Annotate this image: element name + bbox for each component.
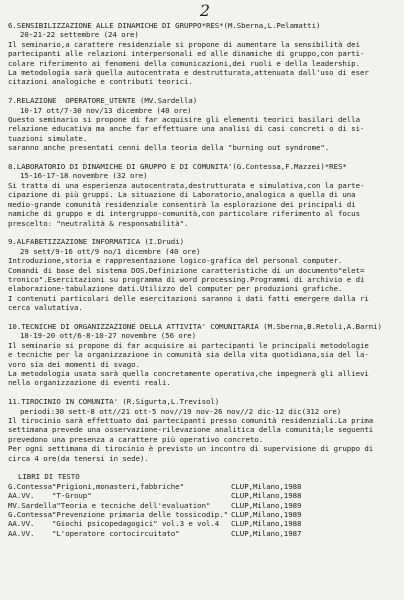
section-text-line: Il seminario,a carattere residenziale si propone di aumentare la sensibilità dei — [8, 39, 360, 49]
textbook-heading: LIBRI DI TESTO — [18, 472, 80, 482]
textbook-list — [8, 472, 396, 538]
section-text-line: saranno anche presentati cenni della teoria della "burning out syndrome". — [8, 143, 330, 153]
textbook-publisher: CLUP,Milano,1987 — [231, 528, 302, 538]
textbook-publisher: CLUP,Milano,1989 — [231, 510, 302, 520]
textbook-title: G.Contessa"Prigioni,monasteri,fabbriche" — [8, 481, 184, 491]
section-text-line: circa 4 ore(da tenersi in sede). — [8, 453, 149, 463]
course-sections — [8, 21, 396, 463]
course-section — [8, 237, 396, 312]
textbook-row — [8, 519, 396, 528]
section-text-line: voro sia dei momenti di svago. — [8, 359, 140, 369]
textbook-title: MV.Sardella"Teoria e tecniche dell'evaluation" — [8, 500, 211, 510]
textbook-title: G.Contessa"Prevenzione primaria delle tossicodip." — [8, 510, 228, 520]
section-text-line: e tecniche per la organizzazione in comunità sia della vita quotidiana,sia del la- — [8, 350, 369, 360]
section-text-line: Comandi di base del sistema DOS.Definizione caratteristiche di un documento"elet= — [8, 265, 365, 275]
textbook-title: AA.VV. "Giochi psicopedagogici" vol.3 e vol.4 — [8, 519, 220, 529]
section-schedule: periodi:30 sett-8 ott//21 ott-5 nov//19 nov-26 nov//2 dic-12 dic(312 ore) — [20, 406, 342, 416]
textbook-row — [8, 529, 396, 538]
section-schedule: 10-17 ott/7-30 nov/13 dicembre (40 ore) — [20, 105, 192, 115]
course-section — [8, 322, 396, 388]
section-text-line: Questo seminario si propone di far acquisire gli elementi teorici basilari della — [8, 115, 360, 125]
textbook-publisher: CLUP,Milano,1988 — [231, 491, 302, 501]
textbook-row — [8, 510, 396, 519]
section-text-line: medio-grande comunità residenziale consentirà la esplorazione dei principali di — [8, 199, 356, 209]
course-section — [8, 397, 396, 463]
section-text-line: prescelto: "neutralità & responsabilità". — [8, 218, 189, 228]
textbook-rows — [8, 482, 396, 538]
section-text-line: tronico".Esercitazioni su programma di word processing.Programmi di archivio e di — [8, 274, 365, 284]
textbook-row — [8, 482, 396, 491]
section-text-line: Il tirocinio sarà effettuato dai partecipanti presso comunità residenziali.La prima — [8, 415, 374, 425]
section-schedule: 15-16-17-18 novembre (32 ore) — [20, 171, 148, 181]
section-title: 11.TIROCINIO IN COMUNITA' (R.Sigurta,L.Trevisol) — [8, 397, 220, 407]
section-title: 6.SENSIBILIZZAZIONE ALLE DINAMICHE DI GRUPPO*RES*(M.Sberna,L.Pelamatti) — [8, 21, 321, 30]
section-text-line: partecipanti alle relazioni interpersonali ed alle dinamiche di gruppo,con parti- — [8, 49, 365, 59]
section-text-line: Introduzione,storia e rappresentazione logico-grafica del personal computer. — [8, 256, 343, 266]
textbook-publisher: CLUP,Milano,1989 — [231, 500, 302, 510]
course-section — [8, 96, 396, 152]
section-title: 8.LABORATORIO DI DINAMICHE DI GRUPPO E DI COMUNITA'(G.Contessa,F.Mazzei)*RES* — [8, 162, 347, 172]
section-text-line: elaborazione-tabulazione dati.Utilizzo del computer per produzioni grafiche. — [8, 284, 343, 294]
section-text-line: I contenuti particolari delle esercitazioni saranno i dati fatti emergere dalla ri — [8, 293, 369, 303]
textbook-publisher: CLUP,Milano,1988 — [231, 481, 302, 491]
section-title: 9.ALFABETIZZAZIONE INFORMATICA (I.Drudi) — [8, 237, 184, 247]
section-text-line: namiche di gruppo e di intergruppo-comunità,con particolare riferimento al focus — [8, 209, 360, 219]
section-text-line: Il seminario si propone di far acquisire ai partecipanti le principali metodologie — [8, 340, 369, 350]
textbook-title: AA.VV. "T-Group" — [8, 491, 92, 501]
textbook-row — [8, 501, 396, 510]
course-section — [8, 21, 396, 87]
section-schedule: 20-21-22 settembre (24 ore) — [20, 30, 139, 40]
section-text-line: nella organizzazione di eventi reali. — [8, 378, 171, 388]
section-text-line: colare riferimento ai fenomeni della comunicazioni,dei ruoli e della leadership. — [8, 58, 360, 68]
section-text-line: La metodologia usata sarà quella concretamente operativa,che impegnerà gli allievi — [8, 368, 369, 378]
section-title: 10.TECNICHE DI ORGANIZZAZIONE DELLA ATTIVITA' COMUNITARIA (M.Sberna,B.Retoli,A.Barni) — [8, 321, 382, 331]
section-text-line: tuazioni simulate. — [8, 133, 88, 143]
section-text-line: Si tratta di una esperienza autocentrata,destrutturata e simulativa,con la parte- — [8, 180, 365, 190]
section-text-line: cipazione di più gruppi. La situazione di Laboratorio,analogica a quella di una — [8, 190, 356, 200]
section-schedule: 29 sett/9-16 ott/9 no/1 dicembre (40 ore) — [20, 246, 201, 256]
section-text-line: cerca valutativa. — [8, 303, 83, 313]
textbook-publisher: CLUP,Milano,1988 — [231, 519, 302, 529]
section-text-line: citazioni analogiche e contributi teorici. — [8, 77, 193, 87]
section-text-line: relazione educativa ma anche far effettuare una analisi di casi concreti o di si- — [8, 124, 365, 134]
section-title: 7.RELAZIONE OPERATORE_UTENTE (MV.Sardella) — [8, 96, 198, 106]
section-text-line: prevedono una presenza a carattere più operativo concreto. — [8, 434, 264, 444]
section-text-line: Per ogni settimana di tirocinio è previsto un incontro di supervisione di gruppo di — [8, 444, 374, 454]
section-text-line: La metodologia sarà quella autocentrata e destrutturata,attenuata dall'uso di eser — [8, 68, 369, 78]
section-schedule: 18-19-20 ott/6-8-10-27 novembre (56 ore) — [20, 331, 196, 341]
page-number: 2 — [199, 1, 211, 20]
section-text-line: settimana prevede una osservazione-rilevazione analitica della comunità;le seguenti — [8, 425, 374, 435]
textbook-title: AA.VV. "L'operatore cortocircuitato" — [8, 528, 180, 538]
textbook-row — [8, 491, 396, 500]
course-section — [8, 162, 396, 228]
